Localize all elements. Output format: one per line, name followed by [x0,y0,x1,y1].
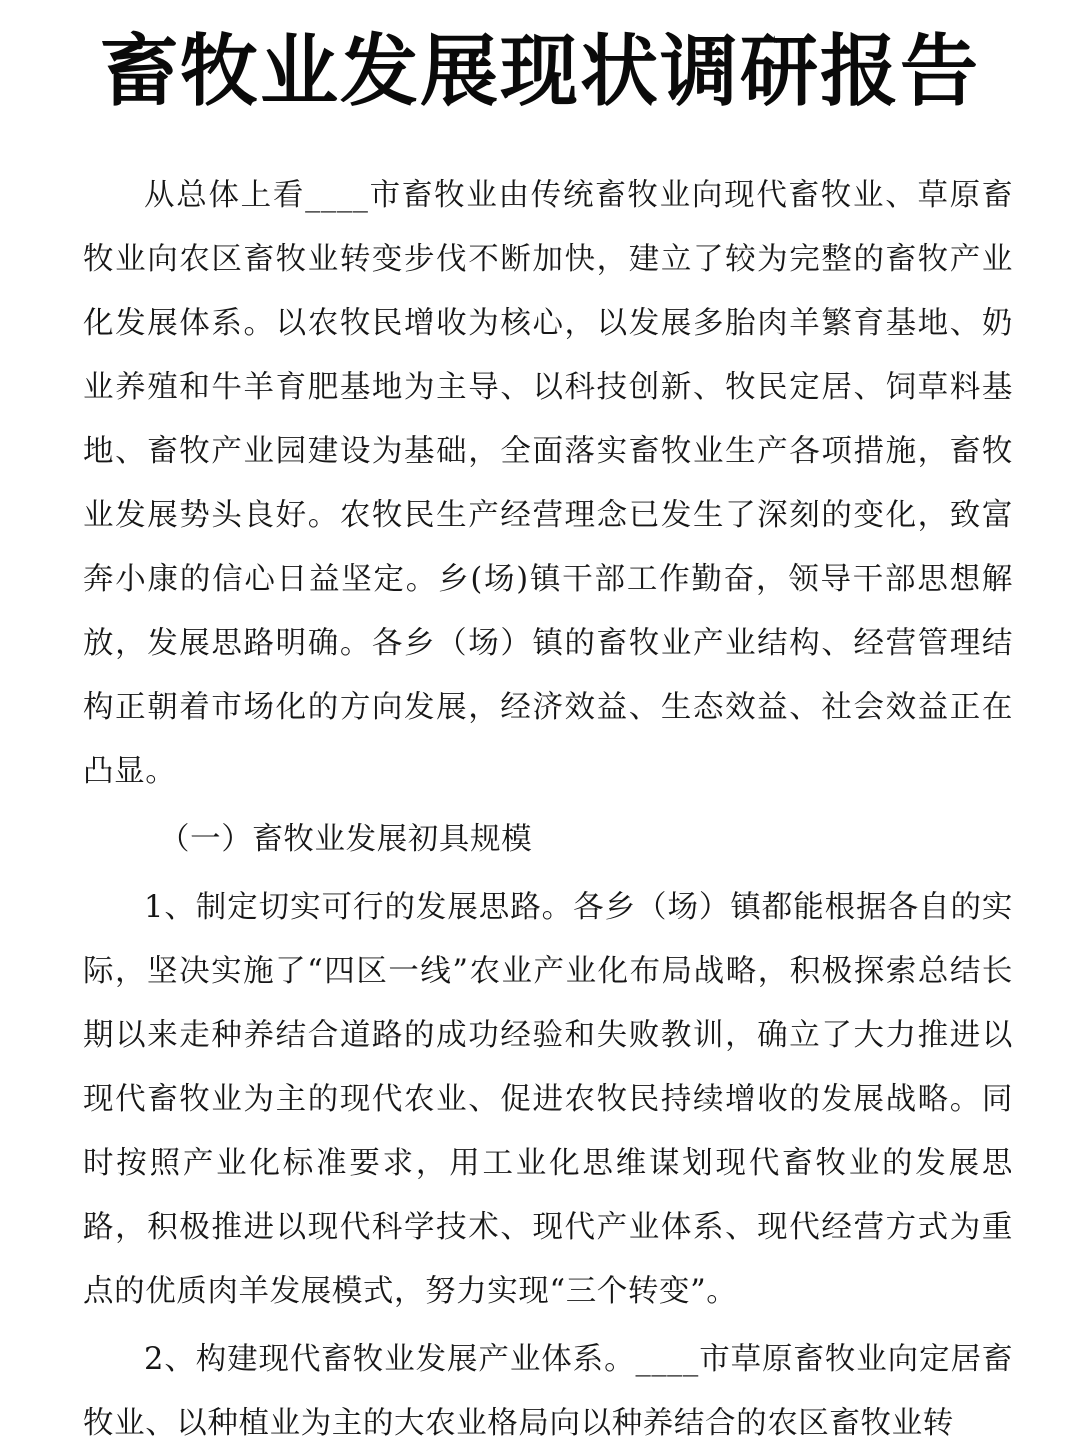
point-2-paragraph: 2、构建现代畜牧业发展产业体系。____市草原畜牧业向定居畜牧业、以种植业为主的大农业格局向以种养结合的农区畜牧业转 [83,1342,1013,1441]
intro-paragraph: 从总体上看____市畜牧业由传统畜牧业向现代畜牧业、草原畜牧业向农区畜牧业转变步伐不断加快，建立了较为完整的畜牧产业化发展体系。以农牧民增收为核心，以发展多胎肉羊繁育基地、奶业养殖和牛羊育肥基地为主导、以科技创新、牧民定居、饲草料基地、畜牧产业园建设为基础，全面落实畜牧业生产各项措施，畜牧业发展势头良好。农牧民生产经营理念已发生了深刻的变化，致富奔小康的信心日益坚定。乡(场)镇干部工作勤奋，领导干部思想解放，发展思路明确。各乡（场）镇的畜牧业产业结构、经营管理结构正朝着市场化的方向发展，经济效益、生态效益、社会效益正在凸显。 [83,178,1013,789]
point-1-paragraph: 1、制定切实可行的发展思路。各乡（场）镇都能根据各自的实际，坚决实施了“四区一线”农业产业化布局战略，积极探索总结长期以来走种养结合道路的成功经验和失败教训，确立了大力推进以现代畜牧业为主的现代农业、促进农牧民持续增收的发展战略。同时按照产业化标准要求，用工业化思维谋划现代畜牧业的发展思路，积极推进以现代科学技术、现代产业体系、现代经营方式为重点的优质肉羊发展模式，努力实现“三个转变”。 [83,890,1013,1309]
document-body [83,164,1013,1456]
document-title: 畜牧业发展现状调研报告 [99,27,980,117]
section-heading-1: （一）畜牧业发展初具规模 [159,822,533,857]
